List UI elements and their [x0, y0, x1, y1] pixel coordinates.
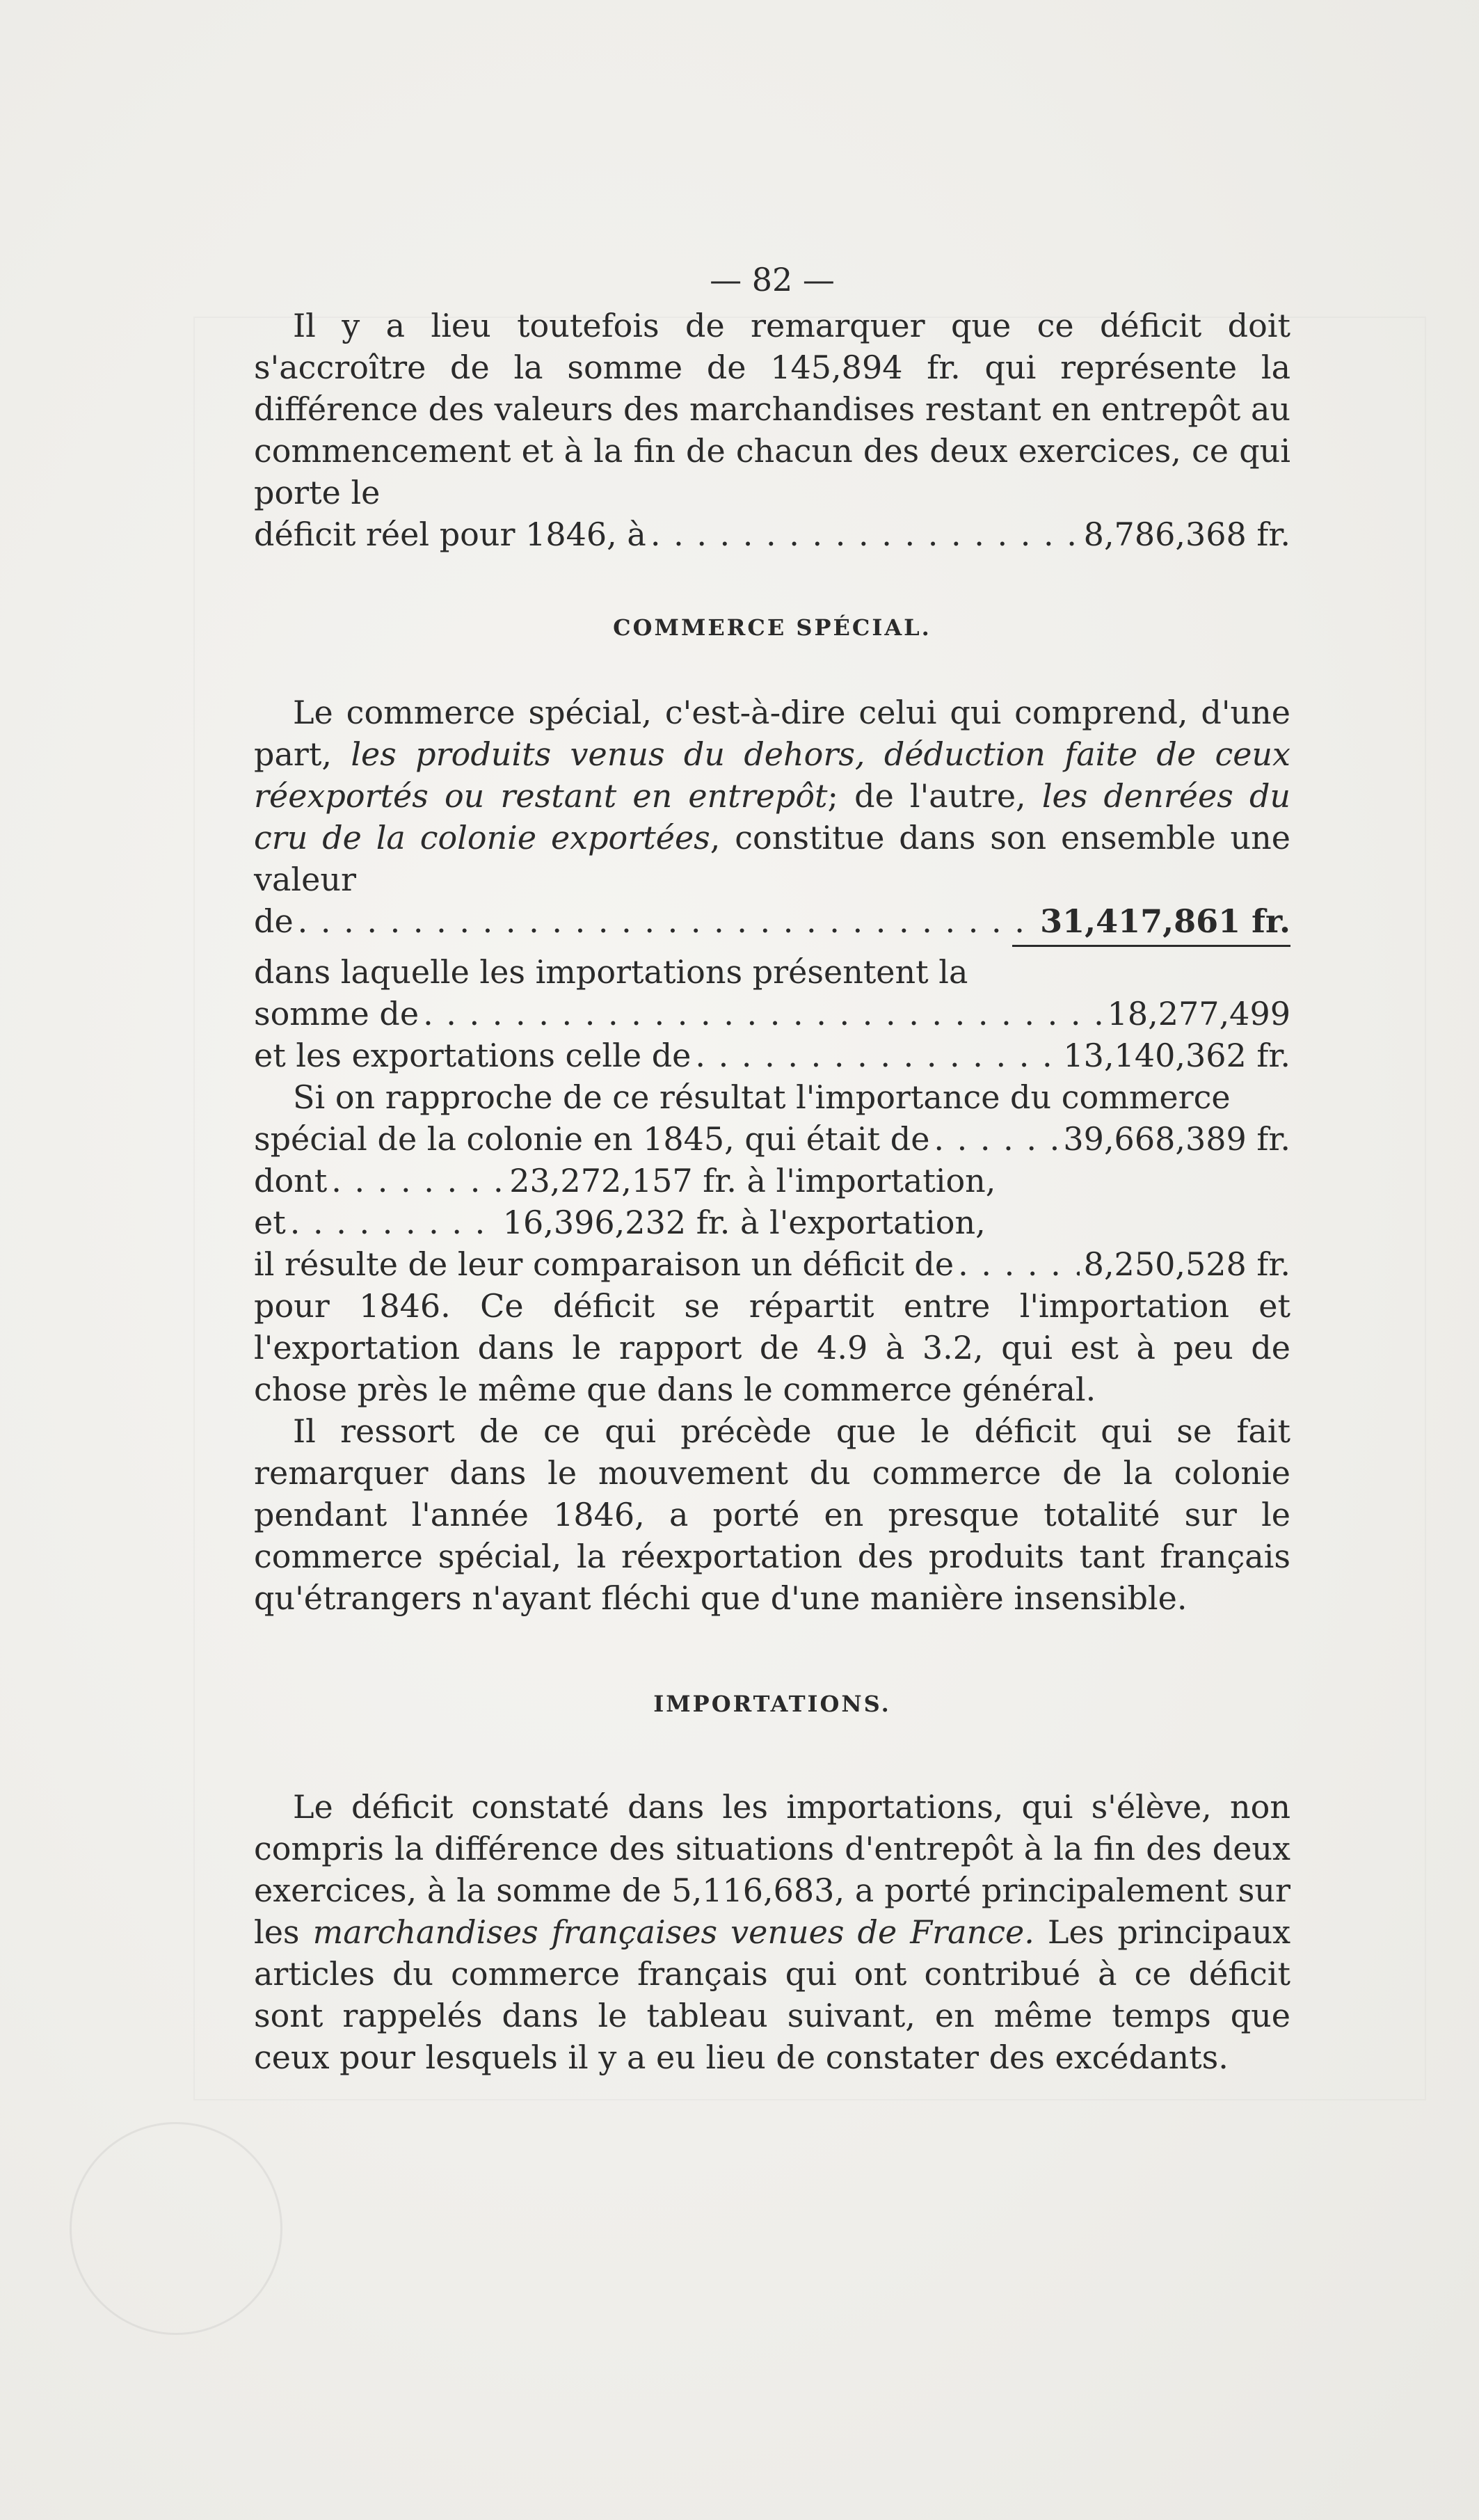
- line-commerce-1845: spécial de la colonie en 1845, qui était de . . . 39,668,389 fr.: [254, 1118, 1290, 1160]
- paragraph-importations: Le déficit constaté dans les importations, qui s'élève, non compris la différence des situations d'entrepôt à la fin des deux exercices, à la somme de 5,116,683, a porté principalement sur les marchandises françaises venues de France. Les principaux articles du commerce français qui ont contribué à ce déficit sont rappelés dans le tableau suivant, en même temps que ceux pour lesquels il y a eu lieu de constater des excédants.: [254, 1788, 1291, 2076]
- line-importations-intro: dans laquelle les importations présentent la: [254, 953, 968, 991]
- line-importations-sum: somme de . . . 18,277,499: [254, 993, 1290, 1035]
- paragraph-deficit-entrepot: Il y a lieu toutefois de remarquer que ce déficit doit s'accroître de la somme de 145,894 fr. qui représente la différence des valeurs des marchandises restant en entrepôt au commencement et à la fin de chacun des deux exercices, ce qui porte le: [254, 307, 1290, 511]
- line-dont: dont . . . 23,272,157 fr. à l'importation,: [254, 1160, 1290, 1202]
- paragraph-ressort: Il ressort de ce qui précède que le déficit qui se fait remarquer dans le mouvement du commerce de la colonie pendant l'année 1846, a porté en presque totalité sur le commerce spécial, la réexportation des produits tant français qu'étrangers n'ayant fléchi que d'une manière insensible.: [254, 1412, 1290, 1617]
- line-et: et . . . 16,396,232 fr. à l'exportation,: [254, 1202, 1290, 1243]
- heading-importations: IMPORTATIONS.: [653, 1691, 891, 1717]
- line-exportations-sum: et les exportations celle de . . . 13,140,362 fr.: [254, 1035, 1290, 1076]
- line-deficit-reel: déficit réel pour 1846, à . . . 8,786,368 fr.: [254, 513, 1290, 555]
- total-rule: [1012, 945, 1290, 947]
- heading-commerce-special: COMMERCE SPÉCIAL.: [613, 614, 932, 641]
- line-rapproche: Si on rapproche de ce résultat l'importance du commerce: [293, 1078, 1231, 1116]
- page-number: — 82 —: [710, 261, 835, 298]
- paragraph-commerce-special: Le commerce spécial, c'est-à-dire celui qui comprend, d'une part, les produits venus du dehors, déduction faite de ceux réexportés ou restant en entrepôt; de l'autre, les denrées du cru de la colonie exportées, constitue dans son ensemble une valeur: [254, 694, 1291, 898]
- faded-library-stamp: [70, 2122, 282, 2335]
- paragraph-repartition: pour 1846. Ce déficit se répartit entre l'importation et l'exportation dans le rapport de 4.9 à 3.2, qui est à peu de chose près le même que dans le commerce général.: [254, 1287, 1290, 1408]
- line-total-value: de . . . 31,417,861 fr.: [254, 900, 1290, 942]
- line-deficit-comparaison: il résulte de leur comparaison un déficit de . . . 8,250,528 fr.: [254, 1243, 1290, 1285]
- page-text: [254, 259, 1290, 2078]
